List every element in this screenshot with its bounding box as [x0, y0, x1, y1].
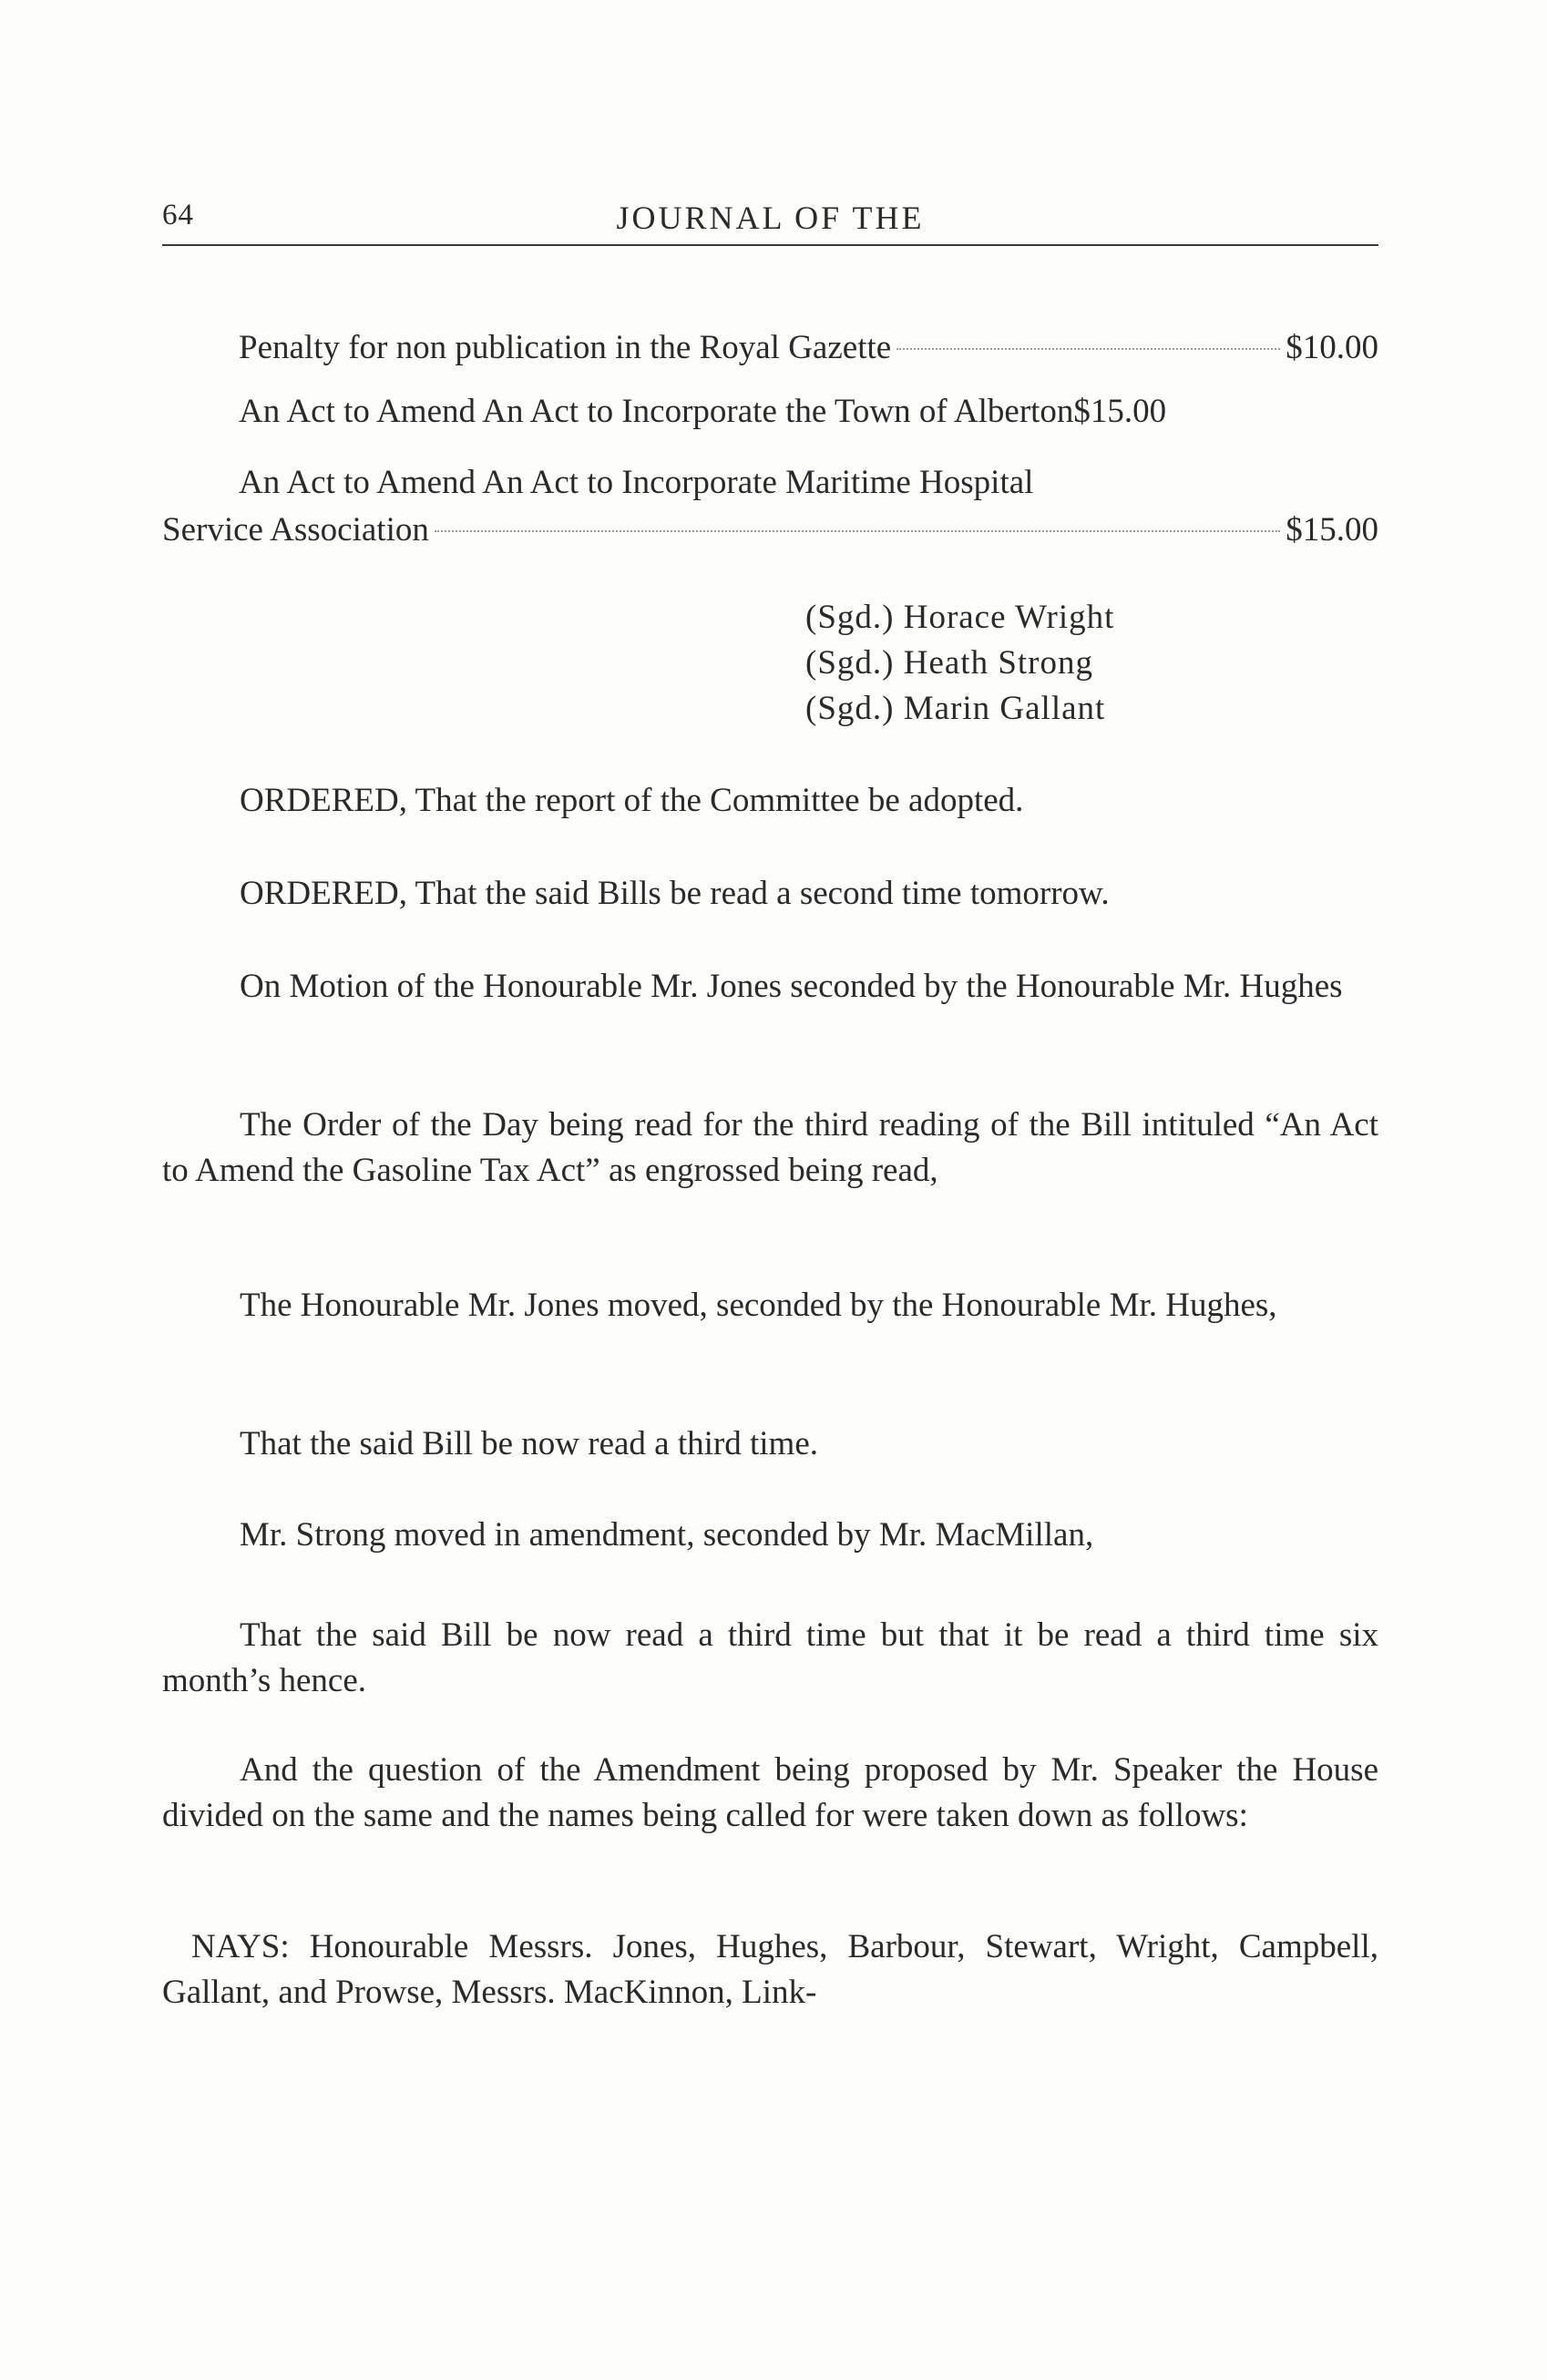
header-rule	[162, 244, 1378, 246]
fee-row-maritime-line1: An Act to Amend An Act to Incorporate Maritime Hospital	[239, 464, 1034, 501]
fee-row-alberton: An Act to Amend An Act to Incorporate the Town of Alberton$15.00	[239, 393, 1167, 430]
jones-moved-paragraph: The Honourable Mr. Jones moved, seconded by the Honourable Mr. Hughes,	[240, 1287, 1277, 1324]
signature-gallant: (Sgd.) Marin Gallant	[805, 690, 1106, 727]
motion-paragraph: On Motion of the Honourable Mr. Jones seconded by the Honourable Mr. Hughes	[240, 968, 1343, 1005]
page-header	[162, 191, 1378, 246]
fee-amount: $10.00	[1286, 329, 1378, 366]
order-of-day-paragraph: The Order of the Day being read for the third reading of the Bill intituled “An Act to Amend the Gasoline Tax Act” as engrossed being read,	[162, 1106, 1378, 1189]
strong-amendment-paragraph: Mr. Strong moved in amendment, seconded by Mr. MacMillan,	[240, 1516, 1094, 1554]
dot-leader	[435, 530, 1280, 532]
fee-label: Penalty for non publication in the Royal Gazette	[239, 329, 892, 366]
question-paragraph: And the question of the Amendment being proposed by Mr. Speaker the House divided on the same and the names being called for were taken down as follows:	[162, 1751, 1378, 1834]
signature-wright: (Sgd.) Horace Wright	[805, 599, 1115, 636]
third-time-paragraph: That the said Bill be now read a third time.	[240, 1425, 818, 1462]
fee-row-penalty	[239, 326, 1378, 370]
ordered-report-adopted: ORDERED, That the report of the Committee be adopted.	[240, 782, 1024, 819]
page-number: 64	[162, 199, 194, 231]
fee-row-maritime	[162, 508, 1378, 552]
running-title: JOURNAL OF THE	[616, 200, 925, 236]
signature-strong: (Sgd.) Heath Strong	[805, 644, 1093, 682]
fee-label: Service Association	[162, 511, 429, 549]
dot-leader	[896, 348, 1280, 350]
fee-amount: $15.00	[1286, 511, 1378, 549]
six-months-paragraph: That the said Bill be now read a third time but that it be read a third time six month’s hence.	[162, 1616, 1378, 1699]
ordered-second-reading: ORDERED, That the said Bills be read a second time tomorrow.	[240, 875, 1110, 912]
nays-paragraph: NAYS: Honourable Messrs. Jones, Hughes, Barbour, Stewart, Wright, Campbell, Gallant, and Prowse, Messrs. MacKinnon, Link-	[162, 1928, 1378, 2011]
